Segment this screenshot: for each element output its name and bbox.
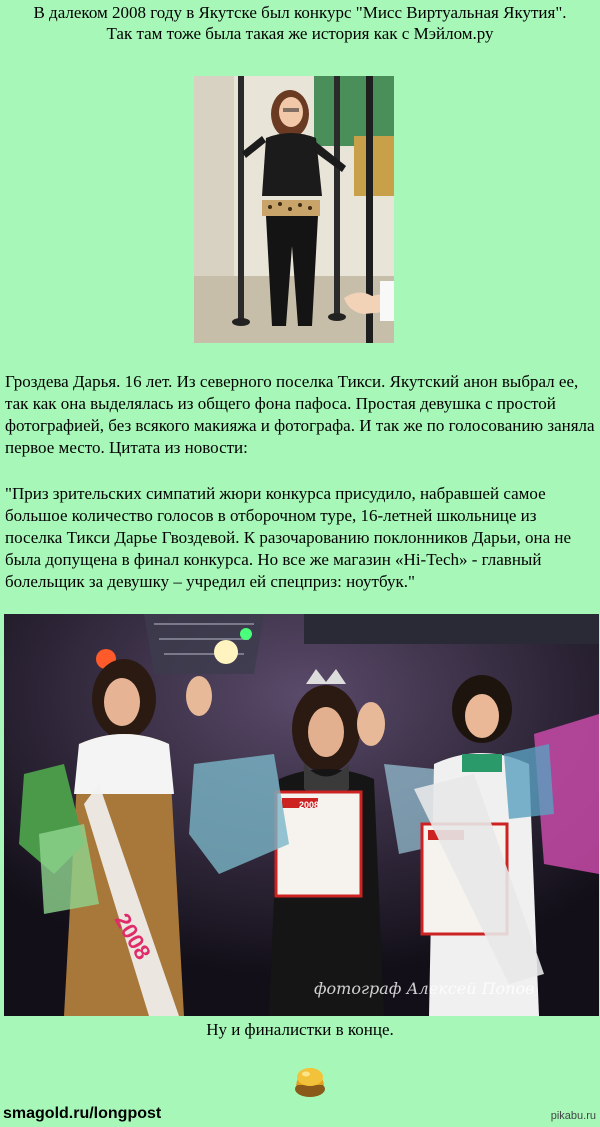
site-watermark: pikabu.ru [550, 1110, 596, 1122]
intro-text [0, 2, 600, 44]
paragraph-story: Гроздева Дарья. 16 лет. Из северного поселка Тикси. Якутский анон выбрал ее, так как она выделялась из общего фона пафоса. Простая девушка с простой фотографией, без всякого макияжа и фотографа. И так же по голосованию заняла первое место. Цитата из новости: [5, 372, 595, 457]
paragraph-quote: "Приз зрительских симпатий жюри конкурса присудило, набравшей самое большое количество голосов в отборочном туре, 16-летней школьнице из поселка Тикси Дарье Гвоздевой. К разочарованию поклонников Дарьи, она не была допущена в финал конкурса. Но все же магазин «Hi-Tech» - главный болельщик за девушку – учредил ей спецприз: ноутбук." [5, 484, 572, 591]
muffin-icon [291, 1063, 329, 1099]
photo-watermark: фотограф Алексей Попов [314, 979, 535, 998]
intro-line-2: Так там тоже была такая же история как с Мэйлом.ру [106, 24, 494, 43]
photo-girl-illustration [194, 76, 394, 343]
caption-finalists: Ну и финалистки в конце. [206, 1020, 394, 1039]
photo-finalists-illustration [4, 614, 599, 1016]
photo-girl-with-poles [194, 76, 394, 343]
diploma-year-middle: 2008 [299, 800, 320, 810]
photo-finalists [4, 614, 599, 1016]
source-link[interactable]: smagold.ru/longpost [3, 1105, 162, 1122]
intro-line-1: В далеком 2008 году в Якутске был конкурс "Мисс Виртуальная Якутия". [33, 3, 567, 22]
sash-text-left: 2008 [109, 909, 156, 964]
